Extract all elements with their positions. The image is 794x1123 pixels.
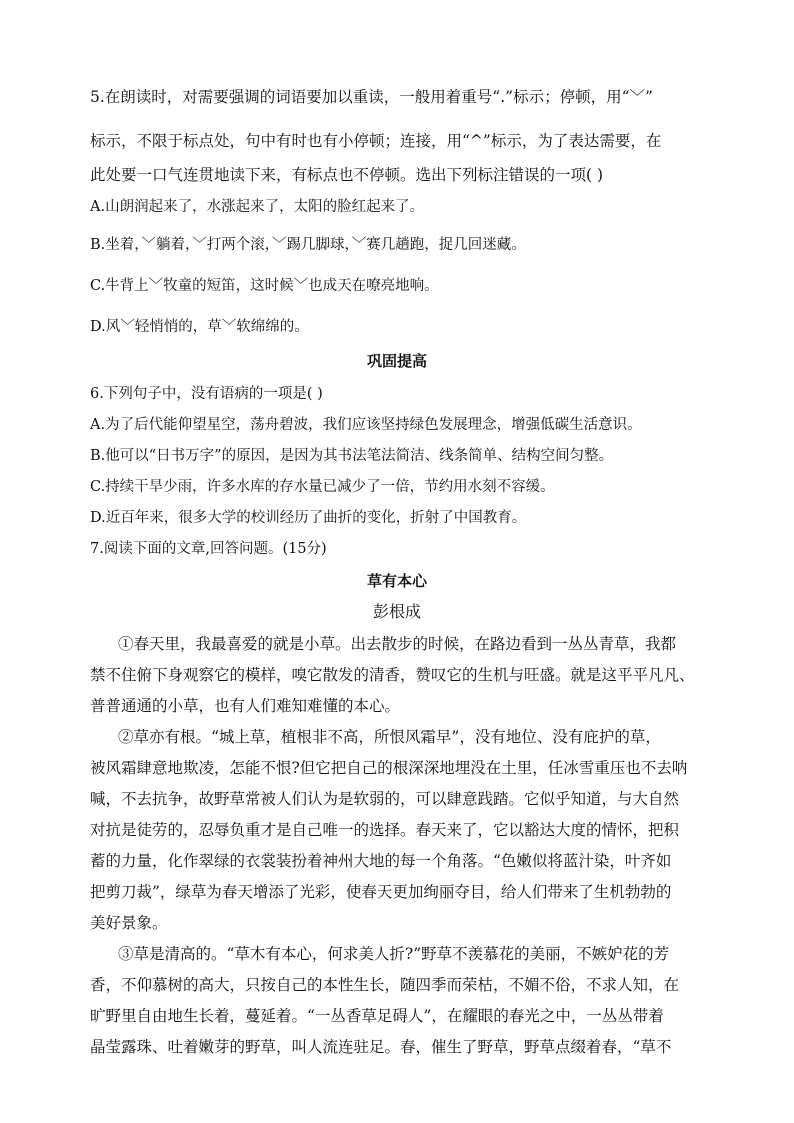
article-line: 普普通通的小草，也有人们难知难懂的本心。 <box>90 697 401 715</box>
article-line: 蓄的力量，化作翠绿的衣裳装扮着神州大地的每一个角落。“色嫩似将蓝汁染，叶齐如 <box>90 852 672 870</box>
q5-option-c: C.牛背上﹀牧童的短笛，这时候﹀也成天在嘹亮地响。 <box>90 278 439 294</box>
article-line: ③草是清高的。“草木有本心，何求美人折?”野草不羡慕花的美丽，不嫉妒花的芳 <box>118 945 670 963</box>
article-author: 彭根成 <box>372 602 421 621</box>
q7-stem: 7.阅读下面的文章,回答问题。(15分) <box>90 541 327 557</box>
q5-option-a: A.山朗润起来了，水涨起来了，太阳的脸红起来了。 <box>90 199 425 215</box>
q5-line-2: 标示，不限于标点处，句中有时也有小停顿；连接，用“^”标示，为了表达需要，在 <box>90 132 662 150</box>
article-line: 香，不仰慕树的高大，只按自己的本性生长，随四季而荣枯，不媚不俗，不求人知，在 <box>90 976 680 994</box>
q5-option-d: D.风﹀轻悄悄的，草﹀软绵绵的。 <box>90 319 309 335</box>
q5-line-1: 5.在朗读时，对需要强调的词语要加以重读，一般用着重号“.”标示；停顿，用“﹀” <box>90 88 653 106</box>
article-line: 把剪刀裁”，绿草为春天增添了光彩，使春天更加绚丽夺目，给人们带来了生机勃勃的 <box>90 883 672 901</box>
article-line: 禁不住俯下身观察它的模样，嗅它散发的清香，赞叹它的生机与旺盛。就是这平平凡凡、 <box>90 666 695 684</box>
section-title: 巩固提高 <box>366 352 427 370</box>
q6-option-b: B.他可以“日书万字”的原因，是因为其书法笔法简洁、线条简单、结构空间匀整。 <box>90 448 614 464</box>
article-line: 被风霜肆意地欺凌，怎能不恨?但它把自己的根深深地埋没在土里，任冰雪重压也不去呐 <box>90 759 688 777</box>
article-line: 美好景象。 <box>90 914 168 932</box>
article-title: 草有本心 <box>366 572 427 590</box>
q6-option-d: D.近百年来，很多大学的校训经历了曲折的变化，折射了中国教育。 <box>90 510 527 526</box>
q5-line-3: 此处要一口气连贯地读下来，有标点也不停顿。选出下列标注错误的一项( ) <box>90 166 604 184</box>
article-line: ②草亦有根。“城上草，植根非不高，所恨风霜早”，没有地位、没有庇护的草， <box>118 728 661 746</box>
article-line: 晶莹露珠、吐着嫩芽的野草，叫人流连驻足。春，催生了野草，野草点缀着春，“草不 <box>90 1038 672 1056</box>
q6-option-a: A.为了后代能仰望星空，荡舟碧波，我们应该坚持绿色发展理念，增强低碳生活意识。 <box>90 417 642 433</box>
article-line: ①春天里，我最喜爱的就是小草。出去散步的时候，在路边看到一丛丛青草，我都 <box>118 635 677 653</box>
article-line: 旷野里自由地生长着，蔓延着。“一丛香草足碍人”，在耀眼的春光之中，一丛丛带着 <box>90 1007 664 1025</box>
article-line: 喊，不去抗争，故野草常被人们认为是软弱的，可以肆意践踏。它似乎知道，与大自然 <box>90 790 680 808</box>
q5-option-b: B.坐着，﹀躺着，﹀打两个滚，﹀踢几脚球，﹀赛几趟跑，捉几回迷藏。 <box>90 237 526 253</box>
q6-option-c: C.持续干旱少雨，许多水库的存水量已减少了一倍，节约用水刻不容缓。 <box>90 479 555 495</box>
q6-stem: 6.下列句子中，没有语病的一项是( ) <box>90 386 323 402</box>
article-line: 对抗是徒劳的，忍辱负重才是自己唯一的选择。春天来了，它以豁达大度的情怀，把积 <box>90 821 680 839</box>
